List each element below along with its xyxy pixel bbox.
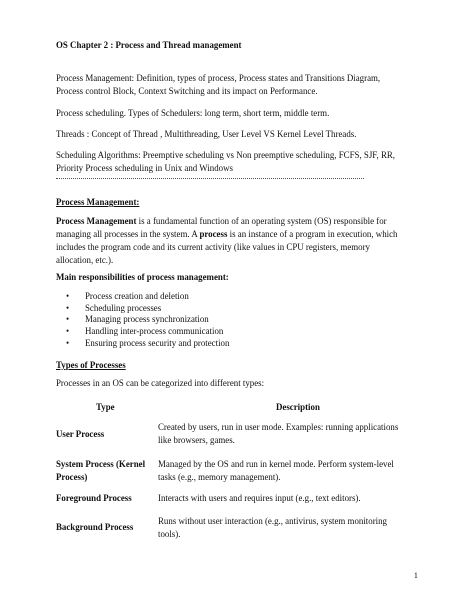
page-number: 1 <box>413 570 418 580</box>
table-cell-description <box>158 421 418 448</box>
list-item: • Process creation and deletion <box>85 291 229 303</box>
syllabus-line: Process Management: Definition, types of process, Process states and Transitions Diagram, <box>56 73 381 83</box>
cell-line: Process) <box>56 472 88 483</box>
cell-line: System Process (Kernel <box>56 459 146 469</box>
table-cell-type <box>56 458 156 485</box>
section-heading-types: Types of Processes <box>56 360 126 370</box>
list-item: • Managing process synchronization <box>85 314 229 326</box>
cell-line: User Process <box>56 429 105 439</box>
bold-term: Process Management <box>56 216 137 226</box>
paragraph-line <box>56 228 397 241</box>
chapter-title: OS Chapter 2 : Process and Thread management <box>56 40 242 50</box>
section-heading-process-management: Process Management: <box>56 197 140 207</box>
list-item: • Handling inter-process communication <box>85 326 229 338</box>
paragraph-line: allocation, etc.). <box>56 255 114 265</box>
list-item: • Ensuring process security and protection <box>85 338 229 350</box>
dotted-divider <box>56 178 364 179</box>
table-cell-description <box>158 492 418 505</box>
cell-line: Managed by the OS and run in kernel mode. Perform system-level <box>158 459 394 469</box>
responsibilities-heading: Main responsibilities of process management: <box>56 272 229 282</box>
cell-line: Interacts with users and requires input (e.g., text editors). <box>158 493 361 503</box>
table-cell-type <box>56 428 156 441</box>
cell-line: Created by users, run in user mode. Examples: running applications <box>158 422 399 432</box>
syllabus-line: Process control Block, Context Switching and its impact on Performance. <box>56 86 318 96</box>
syllabus-line: Priority Process scheduling in Unix and Windows <box>56 163 233 173</box>
cell-line: like browsers, games. <box>158 435 235 446</box>
paragraph-line <box>56 215 387 228</box>
table-header-type: Type <box>96 402 115 412</box>
cell-line: tools). <box>158 529 181 540</box>
text-run: is a fundamental function of an operating system (OS) responsible for <box>136 216 387 226</box>
table-cell-type <box>56 492 156 505</box>
types-intro: Processes in an OS can be categorized into different types: <box>56 378 265 388</box>
text-run: managing all processes in the system. A <box>56 229 200 239</box>
table-cell-description <box>158 458 418 485</box>
responsibilities-list <box>56 291 229 350</box>
table-header-description: Description <box>276 402 320 412</box>
table-cell-type <box>56 521 156 534</box>
paragraph-line: includes the program code and its current activity (like values in CPU registers, memory <box>56 242 370 252</box>
syllabus-line: Threads : Concept of Thread , Multithreading, User Level VS Kernel Level Threads. <box>56 129 357 139</box>
syllabus-line: Scheduling Algorithms: Preemptive scheduling vs Non preemptive scheduling, FCFS, SJF, RR, <box>56 150 395 160</box>
text-run: is an instance of a program in execution, which <box>227 229 398 239</box>
cell-line: Background Process <box>56 522 134 532</box>
cell-line: Foreground Process <box>56 493 132 503</box>
cell-line: tasks (e.g., memory management). <box>158 472 281 483</box>
cell-line: Runs without user interaction (e.g., antivirus, system monitoring <box>158 516 387 526</box>
syllabus-line: Process scheduling. Types of Schedulers: long term, short term, middle term. <box>56 108 330 118</box>
list-item: • Scheduling processes <box>85 303 229 315</box>
bold-term: process <box>199 229 228 239</box>
table-cell-description <box>158 515 418 542</box>
